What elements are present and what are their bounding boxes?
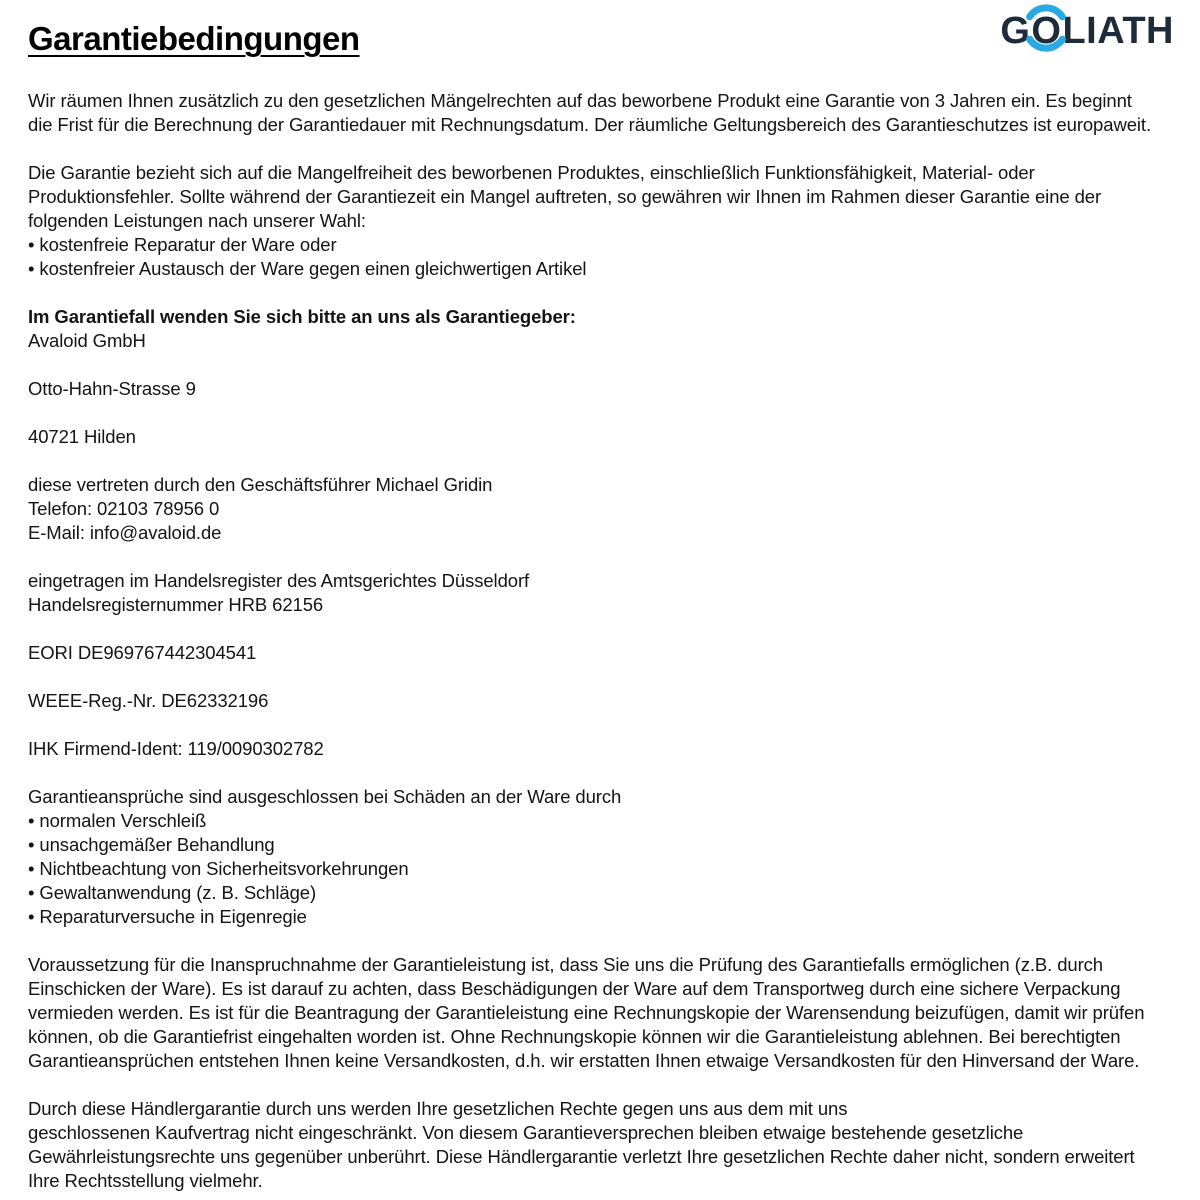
logo-letter-o: O	[1031, 10, 1062, 52]
paragraph-legal-rights: Durch diese Händlergarantie durch uns werden Ihre gesetzlichen Rechte gegen uns aus dem mit uns geschlossenen Kaufvertrag nicht eingeschränkt. Von diesem Garantieversprechen bleiben etwaige bestehende gesetzliche Gewährleistungsrechte uns gegenüber unberührt. Diese Händlergarantie verletzt Ihre gesetzlichen Rechte daher nicht, sondern erweitert Ihre Rechtsstellung vielmehr.	[28, 1097, 1135, 1191]
guarantor-heading: Im Garantiefall wenden Sie sich bitte an uns als Garantiegeber:	[28, 305, 576, 327]
logo-o-mark	[1030, 12, 1062, 50]
eori-number: EORI DE969767442304541	[28, 641, 257, 663]
paragraph-requirements: Voraussetzung für die Inanspruchnahme der Garantieleistung ist, dass Sie uns die Prüfung des Garantiefalls ermöglichen (z.B. durch Einschicken der Ware). Es ist darauf zu achten, dass Beschädigungen der Ware auf dem Transportweg durch eine sichere Verpackung vermieden werden. Es ist für die Beantragung der Garantieleistung eine Rechnungskopie der Warensendung beizufügen, damit wir prüfen können, ob die Garantiefrist eingehalten worden ist. Ohne Rechnungskopie können wir die Garantieleistung ablehnen. Bei berechtigten Garantieansprüchen entstehen Ihnen keine Versandkosten, d.h. wir erstatten Ihnen etwaige Versandkosten für den Hinversand der Ware.	[28, 953, 1145, 1071]
guarantor-city: 40721 Hilden	[28, 425, 136, 447]
paragraph-warranty-scope: Die Garantie bezieht sich auf die Mangelfreiheit des beworbenen Produktes, einschließlich Funktionsfähigkeit, Material- oder Produktionsfehler. Sollte während der Garantiezeit ein Mangel auftreten, so gewähren wir Ihnen im Rahmen dieser Garantie eine der folgenden Leistungen nach unserer Wahl: • kostenfreie Reparatur der Ware oder • kostenfreier Austausch der Ware gegen einen gleichwertigen Artikel	[28, 161, 1102, 279]
ihk-number: IHK Firmend-Ident: 119/0090302782	[28, 737, 324, 759]
register-block: eingetragen im Handelsregister des Amtsgerichtes Düsseldorf Handelsregisternummer HRB 62156	[28, 569, 530, 615]
weee-number: WEEE-Reg.-Nr. DE62332196	[28, 689, 269, 711]
guarantor-block	[28, 305, 1172, 353]
document-body	[28, 89, 1172, 1193]
exclusions-block: Garantieansprüche sind ausgeschlossen bei Schäden an der Ware durch • normalen Verschleiß • unsachgemäßer Behandlung • Nichtbeachtung von Sicherheitsvorkehrungen • Gewaltanwendung (z. B. Schläge) • Reparaturversuche in Eigenregie	[28, 785, 622, 927]
representative-block: diese vertreten durch den Geschäftsführer Michael Gridin Telefon: 02103 78956 0 E-Mail: info@avaloid.de	[28, 473, 493, 543]
logo-letters-liath: LIATH	[1062, 10, 1174, 52]
guarantor-street: Otto-Hahn-Strasse 9	[28, 377, 196, 399]
paragraph-intro: Wir räumen Ihnen zusätzlich zu den gesetzlichen Mängelrechten auf das beworbene Produkt eine Garantie von 3 Jahren ein. Es beginnt die Frist für die Berechnung der Garantiedauer mit Rechnungsdatum. Der räumliche Geltungsbereich des Garantieschutzes ist europaweit.	[28, 89, 1151, 135]
goliath-logo	[1000, 12, 1174, 50]
logo-letter-g: G	[1000, 10, 1031, 52]
page-title: Garantiebedingungen	[28, 20, 360, 57]
guarantor-company: Avaloid GmbH	[28, 329, 146, 351]
